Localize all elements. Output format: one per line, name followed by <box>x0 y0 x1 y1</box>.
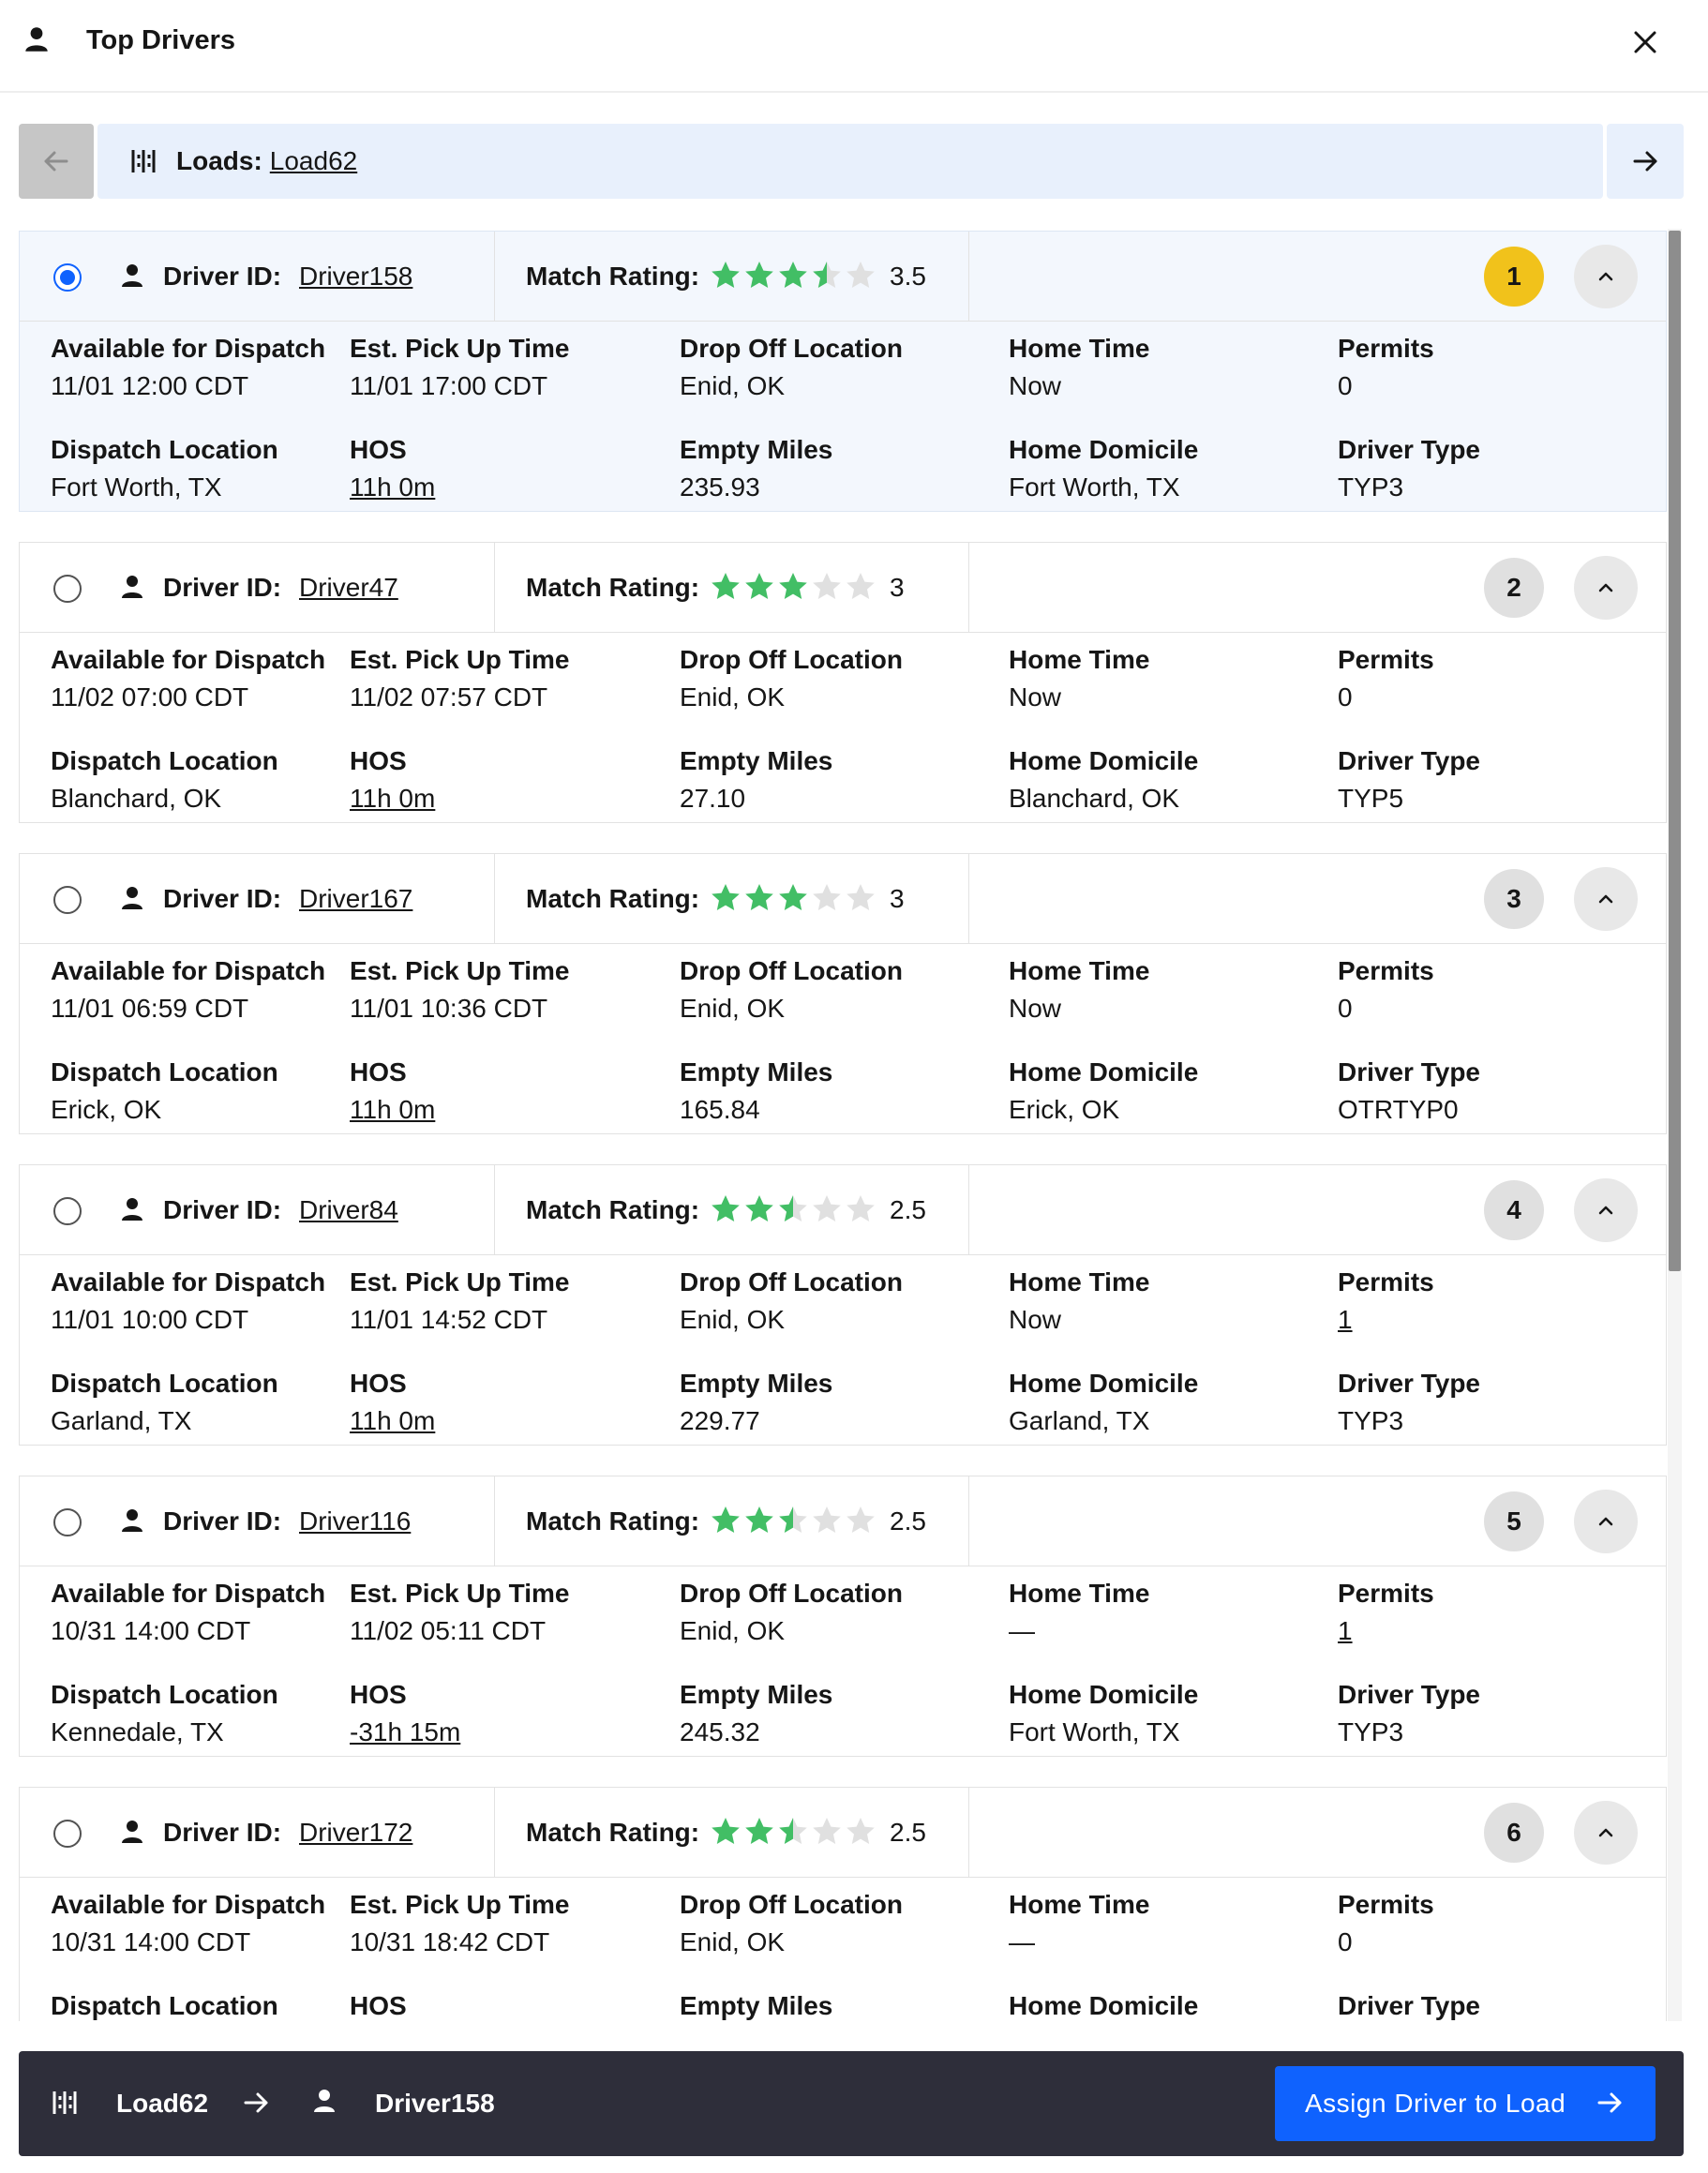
previous-load-button[interactable] <box>19 124 94 199</box>
dispatch-location-value: Erick, OK <box>51 1095 162 1124</box>
star-icon <box>710 1193 742 1225</box>
rank-badge: 6 <box>1484 1803 1544 1863</box>
dispatch-location-value: Fort Worth, TX <box>51 472 222 502</box>
available-label: Available for Dispatch <box>51 1579 326 1608</box>
dropoff-label: Drop Off Location <box>680 956 903 985</box>
chevron-up-icon <box>1595 888 1617 910</box>
dispatch-location-label: Dispatch Location <box>51 1680 278 1709</box>
driver-id-label: Driver ID: <box>163 1818 282 1847</box>
dropoff-value: Enid, OK <box>680 682 786 712</box>
driver-type-value: TYP3 <box>1338 1717 1404 1746</box>
dispatch-location-value: Garland, TX <box>51 1406 192 1435</box>
loads-label: Loads: <box>176 146 262 175</box>
permits-label: Permits <box>1338 1890 1434 1919</box>
pickup-value: 11/01 10:36 CDT <box>350 994 548 1023</box>
chevron-up-icon <box>1595 577 1617 599</box>
home-time-label: Home Time <box>1009 1579 1150 1608</box>
rank-badge: 5 <box>1484 1491 1544 1551</box>
star-rating <box>710 882 876 916</box>
pickup-label: Est. Pick Up Time <box>350 1267 570 1296</box>
chevron-up-icon <box>1595 265 1617 288</box>
home-domicile-label: Home Domicile <box>1009 435 1199 464</box>
match-rating-label: Match Rating: <box>526 1506 700 1536</box>
star-rating <box>710 571 876 605</box>
divider <box>968 854 969 944</box>
divider <box>494 1788 495 1878</box>
dispatch-location-label: Dispatch Location <box>51 1369 278 1398</box>
hos-label: HOS <box>350 1057 407 1086</box>
available-label: Available for Dispatch <box>51 334 326 363</box>
rank-badge: 1 <box>1484 247 1544 307</box>
home-time-label: Home Time <box>1009 1890 1150 1919</box>
driver-card[interactable] <box>19 1164 1667 1446</box>
match-rating-label: Match Rating: <box>526 573 700 602</box>
arrow-right-icon <box>1629 145 1661 177</box>
home-time-value: Now <box>1009 682 1062 712</box>
panel-header <box>0 0 1708 93</box>
hos-value[interactable]: -31h 15m <box>350 1717 461 1746</box>
available-value: 10/31 14:00 CDT <box>51 1927 251 1956</box>
user-icon <box>117 262 147 292</box>
driver-select-radio[interactable] <box>53 263 82 292</box>
dropoff-label: Drop Off Location <box>680 1267 903 1296</box>
home-domicile-label: Home Domicile <box>1009 1991 1199 2020</box>
divider <box>494 854 495 944</box>
driver-id-link[interactable]: Driver116 <box>299 1506 412 1536</box>
user-icon <box>117 1818 147 1848</box>
star-icon <box>811 260 843 292</box>
empty-miles-label: Empty Miles <box>680 1369 833 1398</box>
home-time-label: Home Time <box>1009 1267 1150 1296</box>
user-icon <box>309 2087 339 2117</box>
driver-type-value: TYP3 <box>1338 1406 1404 1435</box>
empty-miles-label: Empty Miles <box>680 1057 833 1086</box>
driver-id-link[interactable]: Driver84 <box>299 1195 398 1224</box>
home-domicile-label: Home Domicile <box>1009 746 1199 775</box>
collapse-button[interactable] <box>1574 1801 1638 1865</box>
driver-card[interactable] <box>19 1476 1667 1757</box>
empty-miles-value: 245.32 <box>680 1717 760 1746</box>
home-time-value: Now <box>1009 371 1062 400</box>
permits-value: 0 <box>1338 994 1353 1023</box>
empty-miles-value: 235.93 <box>680 472 760 502</box>
empty-miles-value: 229.77 <box>680 1406 760 1435</box>
empty-miles-label: Empty Miles <box>680 1680 833 1709</box>
home-domicile-value: Erick, OK <box>1009 1095 1120 1124</box>
arrow-left-icon <box>40 145 72 177</box>
home-time-value: Now <box>1009 994 1062 1023</box>
empty-miles-value: 165.84 <box>680 1095 760 1124</box>
driver-type-label: Driver Type <box>1338 1680 1480 1709</box>
permits-value: 0 <box>1338 682 1353 712</box>
close-icon <box>1631 28 1659 56</box>
permits-label: Permits <box>1338 645 1434 674</box>
star-icon <box>845 1505 876 1536</box>
star-icon <box>845 571 876 603</box>
scrollbar-thumb[interactable] <box>1669 231 1681 1271</box>
filter-icon <box>51 2089 79 2117</box>
star-rating <box>710 1816 876 1850</box>
dispatch-location-label: Dispatch Location <box>51 435 278 464</box>
driver-id-link[interactable]: Driver167 <box>299 884 413 913</box>
permits-value[interactable]: 1 <box>1338 1616 1353 1645</box>
home-time-label: Home Time <box>1009 645 1150 674</box>
driver-id-link[interactable]: Driver158 <box>299 262 413 291</box>
available-label: Available for Dispatch <box>51 645 326 674</box>
driver-type-label: Driver Type <box>1338 435 1480 464</box>
collapse-button[interactable] <box>1574 867 1638 931</box>
driver-id-link[interactable]: Driver47 <box>299 573 398 602</box>
match-rating-label: Match Rating: <box>526 1195 700 1224</box>
pickup-label: Est. Pick Up Time <box>350 956 570 985</box>
driver-id-link[interactable]: Driver172 <box>299 1818 413 1847</box>
assignment-footer <box>19 2051 1684 2156</box>
driver-card[interactable] <box>19 231 1667 512</box>
footer-load-id: Load62 <box>116 2089 209 2118</box>
rating-value: 2.5 <box>890 1506 926 1536</box>
home-time-value: Now <box>1009 1305 1062 1334</box>
driver-type-label: Driver Type <box>1338 1991 1480 2020</box>
dropoff-label: Drop Off Location <box>680 1890 903 1919</box>
driver-id-label: Driver ID: <box>163 573 282 602</box>
available-label: Available for Dispatch <box>51 1890 326 1919</box>
user-icon <box>117 1506 147 1536</box>
driver-id-label: Driver ID: <box>163 262 282 291</box>
dropoff-label: Drop Off Location <box>680 1579 903 1608</box>
rank-badge: 2 <box>1484 558 1544 618</box>
permits-value[interactable]: 1 <box>1338 1305 1353 1334</box>
load-selector <box>97 124 1603 199</box>
star-icon <box>845 260 876 292</box>
permits-label: Permits <box>1338 334 1434 363</box>
driver-type-value: OTRTYP0 <box>1338 1095 1459 1124</box>
collapse-button[interactable] <box>1574 556 1638 620</box>
home-domicile-label: Home Domicile <box>1009 1057 1199 1086</box>
divider <box>494 543 495 633</box>
pickup-label: Est. Pick Up Time <box>350 334 570 363</box>
home-time-value: — <box>1009 1616 1035 1645</box>
star-icon <box>743 1505 775 1536</box>
chevron-up-icon <box>1595 1821 1617 1844</box>
pickup-value: 11/02 07:57 CDT <box>350 682 548 712</box>
home-domicile-value: Blanchard, OK <box>1009 784 1180 813</box>
star-icon <box>777 571 809 603</box>
pickup-value: 11/02 05:11 CDT <box>350 1616 547 1645</box>
collapse-button[interactable] <box>1574 1490 1638 1553</box>
hos-label: HOS <box>350 1369 407 1398</box>
divider <box>968 232 969 322</box>
divider <box>494 1165 495 1255</box>
driver-card[interactable] <box>19 542 1667 823</box>
hos-label: HOS <box>350 746 407 775</box>
driver-type-label: Driver Type <box>1338 1369 1480 1398</box>
filter-icon <box>129 147 157 175</box>
dropoff-value: Enid, OK <box>680 371 786 400</box>
available-value: 11/01 06:59 CDT <box>51 994 249 1023</box>
star-icon <box>743 260 775 292</box>
driver-select-radio[interactable] <box>53 1508 82 1536</box>
load-link[interactable]: Load62 <box>269 146 358 175</box>
chevron-up-icon <box>1595 1510 1617 1533</box>
rating-value: 2.5 <box>890 1818 926 1847</box>
available-label: Available for Dispatch <box>51 1267 326 1296</box>
dropoff-value: Enid, OK <box>680 1616 786 1645</box>
star-icon <box>811 1193 843 1225</box>
driver-select-radio[interactable] <box>53 1197 82 1225</box>
home-time-label: Home Time <box>1009 334 1150 363</box>
empty-miles-value: 27.10 <box>680 784 746 813</box>
rank-badge: 4 <box>1484 1180 1544 1240</box>
star-icon <box>710 1505 742 1536</box>
divider <box>968 1476 969 1566</box>
available-value: 10/31 14:00 CDT <box>51 1616 251 1645</box>
footer-driver-id: Driver158 <box>375 2089 495 2118</box>
pickup-label: Est. Pick Up Time <box>350 1890 570 1919</box>
star-icon <box>710 1816 742 1848</box>
dropoff-value: Enid, OK <box>680 1927 786 1956</box>
arrow-right-icon <box>240 2087 272 2119</box>
dispatch-location-value: Kennedale, TX <box>51 1717 224 1746</box>
dispatch-location-label: Dispatch Location <box>51 746 278 775</box>
next-load-button[interactable] <box>1607 124 1684 199</box>
rating-value: 3 <box>890 884 905 913</box>
driver-type-label: Driver Type <box>1338 1057 1480 1086</box>
star-icon <box>743 1816 775 1848</box>
star-rating <box>710 260 876 293</box>
driver-type-value: TYP5 <box>1338 784 1404 813</box>
hos-value[interactable]: 11h 0m <box>350 1095 436 1124</box>
pickup-value: 10/31 18:42 CDT <box>350 1927 550 1956</box>
star-icon <box>743 1193 775 1225</box>
star-icon <box>777 1505 809 1536</box>
dispatch-location-value: Blanchard, OK <box>51 784 222 813</box>
star-icon <box>811 1505 843 1536</box>
home-domicile-value: Fort Worth, TX <box>1009 472 1180 502</box>
hos-value[interactable]: 11h 0m <box>350 472 436 502</box>
home-domicile-label: Home Domicile <box>1009 1680 1199 1709</box>
star-rating <box>710 1505 876 1538</box>
star-icon <box>845 1816 876 1848</box>
driver-id-label: Driver ID: <box>163 1506 282 1536</box>
rating-value: 3.5 <box>890 262 926 291</box>
permits-label: Permits <box>1338 1267 1434 1296</box>
match-rating-label: Match Rating: <box>526 884 700 913</box>
arrow-right-icon <box>1594 2087 1626 2119</box>
match-rating-label: Match Rating: <box>526 1818 700 1847</box>
hos-label: HOS <box>350 1991 407 2020</box>
rating-value: 2.5 <box>890 1195 926 1224</box>
home-domicile-label: Home Domicile <box>1009 1369 1199 1398</box>
hos-label: HOS <box>350 1680 407 1709</box>
star-icon <box>845 1193 876 1225</box>
empty-miles-label: Empty Miles <box>680 1991 833 2020</box>
available-value: 11/01 10:00 CDT <box>51 1305 249 1334</box>
pickup-label: Est. Pick Up Time <box>350 1579 570 1608</box>
rank-badge: 3 <box>1484 869 1544 929</box>
dropoff-value: Enid, OK <box>680 994 786 1023</box>
divider <box>968 543 969 633</box>
page-title: Top Drivers <box>86 25 236 55</box>
dropoff-value: Enid, OK <box>680 1305 786 1334</box>
star-icon <box>811 1816 843 1848</box>
star-icon <box>710 260 742 292</box>
user-icon <box>117 884 147 914</box>
divider <box>494 232 495 322</box>
star-icon <box>845 882 876 914</box>
dropoff-label: Drop Off Location <box>680 645 903 674</box>
pickup-value: 11/01 14:52 CDT <box>350 1305 548 1334</box>
hos-label: HOS <box>350 435 407 464</box>
available-value: 11/02 07:00 CDT <box>51 682 249 712</box>
user-icon <box>21 24 52 56</box>
home-domicile-value: Fort Worth, TX <box>1009 1717 1180 1746</box>
star-icon <box>811 571 843 603</box>
chevron-up-icon <box>1595 1199 1617 1221</box>
star-rating <box>710 1193 876 1227</box>
collapse-button[interactable] <box>1574 245 1638 308</box>
permits-label: Permits <box>1338 956 1434 985</box>
driver-id-label: Driver ID: <box>163 1195 282 1224</box>
star-icon <box>811 882 843 914</box>
permits-label: Permits <box>1338 1579 1434 1608</box>
driver-id-label: Driver ID: <box>163 884 282 913</box>
driver-select-radio[interactable] <box>53 1820 82 1848</box>
pickup-label: Est. Pick Up Time <box>350 645 570 674</box>
divider <box>494 1476 495 1566</box>
close-button[interactable] <box>1624 21 1667 64</box>
star-icon <box>743 571 775 603</box>
hos-value[interactable]: 11h 0m <box>350 784 436 813</box>
driver-card[interactable] <box>19 853 1667 1134</box>
empty-miles-label: Empty Miles <box>680 746 833 775</box>
assign-driver-button[interactable] <box>1275 2066 1656 2141</box>
dropoff-label: Drop Off Location <box>680 334 903 363</box>
driver-type-value: TYP3 <box>1338 472 1404 502</box>
user-icon <box>117 573 147 603</box>
driver-type-label: Driver Type <box>1338 746 1480 775</box>
star-icon <box>777 882 809 914</box>
dispatch-location-label: Dispatch Location <box>51 1057 278 1086</box>
star-icon <box>777 1193 809 1225</box>
empty-miles-label: Empty Miles <box>680 435 833 464</box>
driver-card[interactable] <box>19 1787 1667 2021</box>
assign-driver-label: Assign Driver to Load <box>1305 2089 1566 2118</box>
permits-value: 0 <box>1338 1927 1353 1956</box>
star-icon <box>777 260 809 292</box>
rating-value: 3 <box>890 573 905 602</box>
available-value: 11/01 12:00 CDT <box>51 371 249 400</box>
permits-value: 0 <box>1338 371 1353 400</box>
hos-value[interactable]: 11h 0m <box>350 1406 436 1435</box>
user-icon <box>117 1195 147 1225</box>
pickup-value: 11/01 17:00 CDT <box>350 371 548 400</box>
available-label: Available for Dispatch <box>51 956 326 985</box>
star-icon <box>777 1816 809 1848</box>
star-icon <box>743 882 775 914</box>
driver-list[interactable] <box>19 229 1684 2021</box>
collapse-button[interactable] <box>1574 1178 1638 1242</box>
driver-select-radio[interactable] <box>53 575 82 603</box>
divider <box>968 1165 969 1255</box>
star-icon <box>710 882 742 914</box>
home-time-value: — <box>1009 1927 1035 1956</box>
divider <box>968 1788 969 1878</box>
home-time-label: Home Time <box>1009 956 1150 985</box>
home-domicile-value: Garland, TX <box>1009 1406 1150 1435</box>
dispatch-location-label: Dispatch Location <box>51 1991 278 2020</box>
match-rating-label: Match Rating: <box>526 262 700 291</box>
star-icon <box>710 571 742 603</box>
driver-select-radio[interactable] <box>53 886 82 914</box>
